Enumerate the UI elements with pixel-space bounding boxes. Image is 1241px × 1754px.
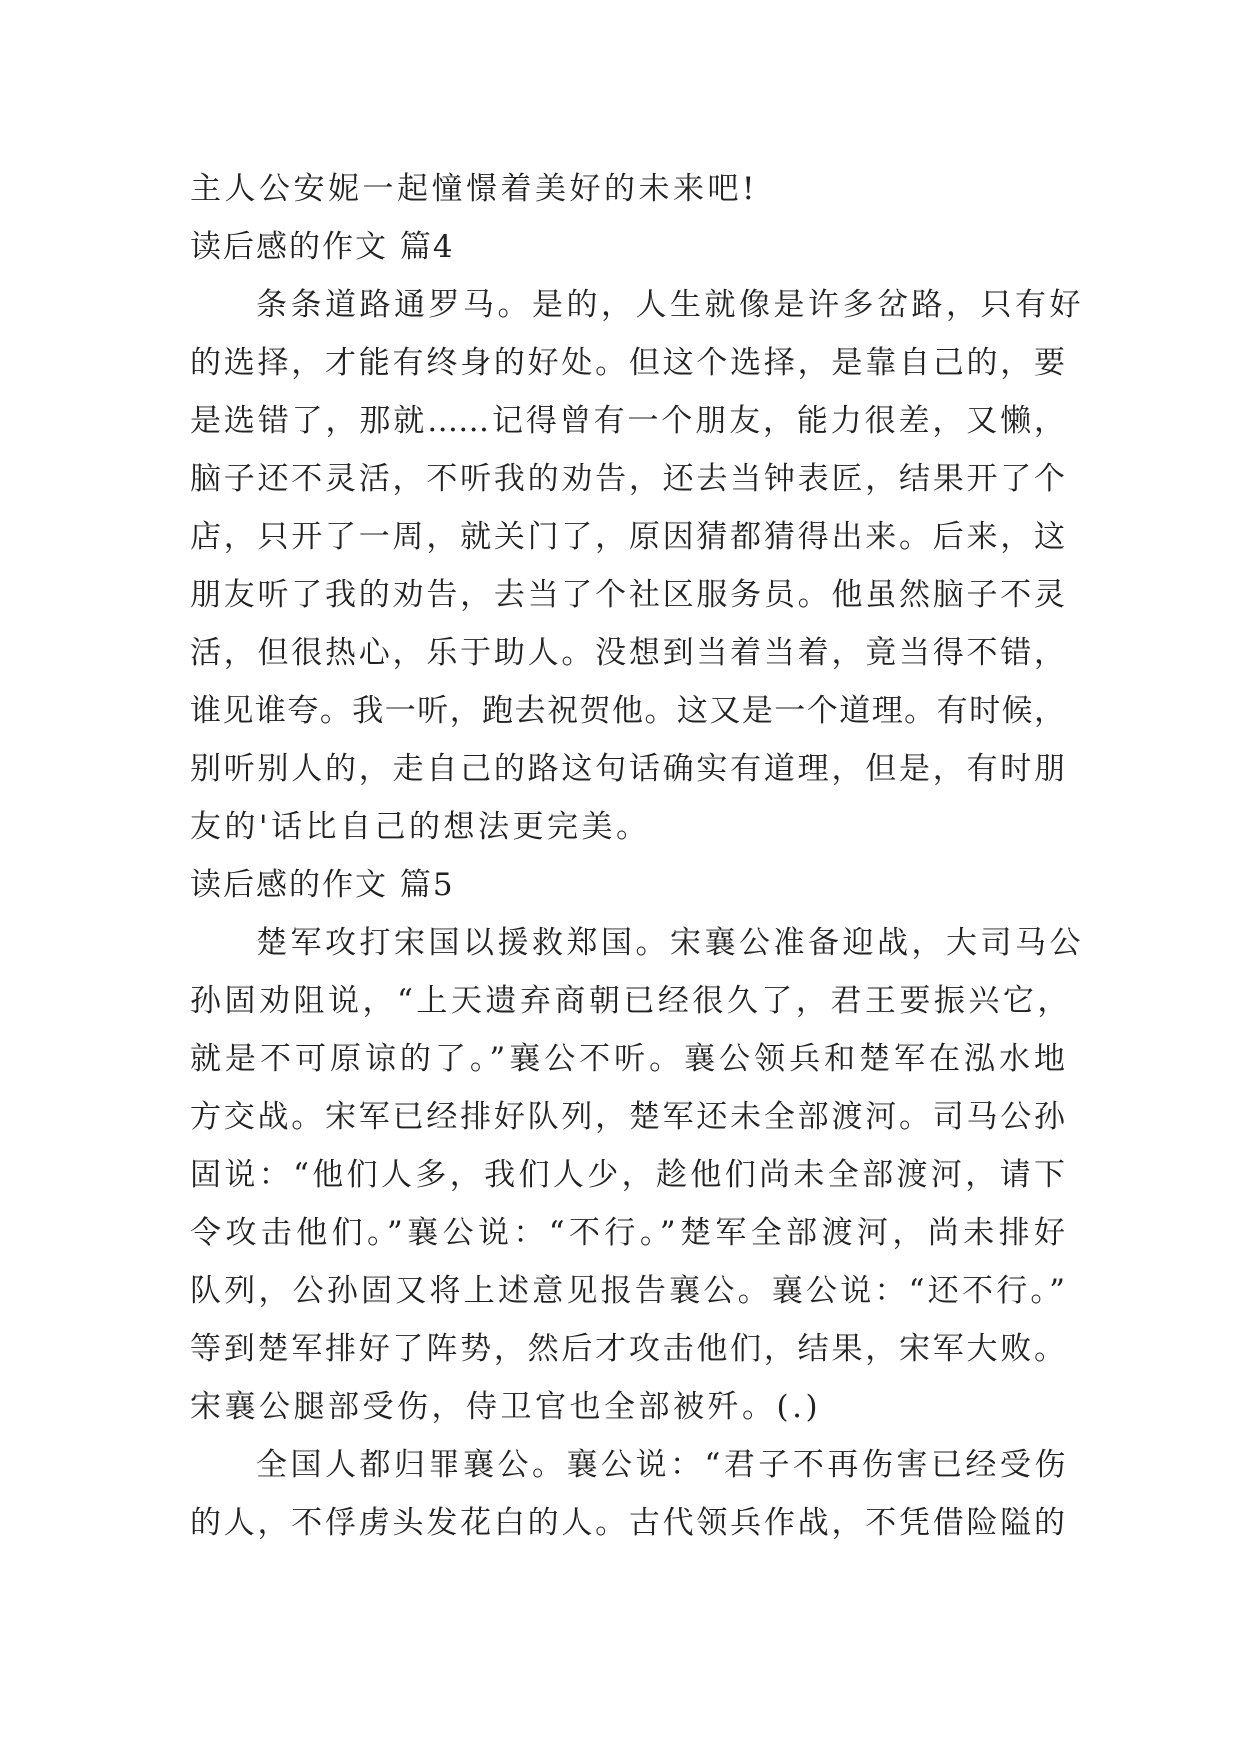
section-heading: 读后感的作文 篇4: [190, 229, 455, 265]
paragraph-line: 固说：“他们人多，我们人少，趁他们尚未全部渡河，请下: [190, 1157, 1065, 1193]
paragraph-line: 宋襄公腿部受伤，侍卫官也全部被歼。(.): [190, 1389, 822, 1425]
paragraph-line: 店，只开了一周，就关门了，原因猜都猜得出来。后来，这: [190, 519, 1065, 555]
paragraph: [190, 276, 1084, 856]
paragraph-line: 全国人都归罪襄公。襄公说：“君子不再伤害已经受伤: [256, 1447, 1069, 1483]
paragraph-line: 令攻击他们。”襄公说：“不行。”楚军全部渡河，尚未排好: [190, 1215, 1065, 1251]
paragraph-line: 友的'话比自己的想法更完美。: [190, 809, 651, 845]
paragraph-line: 活，但很热心，乐于助人。没想到当着当着，竟当得不错，: [190, 635, 1065, 671]
paragraph-line: 队列，公孙固又将上述意见报告襄公。襄公说：“还不行。”: [190, 1273, 1065, 1309]
paragraph-line: 就是不可原谅的了。”襄公不听。襄公领兵和楚军在泓水地: [190, 1041, 1065, 1077]
section-heading: 读后感的作文 篇5: [190, 867, 455, 903]
paragraph-line: 的选择，才能有终身的好处。但这个选择，是靠自己的，要: [190, 345, 1065, 381]
paragraph-line: 谁见谁夸。我一听，跑去祝贺他。这又是一个道理。有时候，: [190, 693, 1065, 729]
paragraph: [190, 1436, 1069, 1552]
paragraph-line: 别听别人的，走自己的路这句话确实有道理，但是，有时朋: [190, 751, 1065, 787]
paragraph: [190, 914, 1084, 1436]
paragraph-line: 方交战。宋军已经排好队列，楚军还未全部渡河。司马公孙: [190, 1099, 1065, 1135]
paragraph-line: 等到楚军排好了阵势，然后才攻击他们，结果，宋军大败。: [190, 1331, 1065, 1367]
paragraph-line: 脑子还不灵活，不听我的劝告，还去当钟表匠，结果开了个: [190, 461, 1065, 497]
paragraph-line: 的人，不俘虏头发花白的人。古代领兵作战，不凭借险隘的: [190, 1505, 1065, 1541]
document-body: [190, 160, 1084, 1552]
paragraph-line: 朋友听了我的劝告，去当了个社区服务员。他虽然脑子不灵: [190, 577, 1065, 613]
paragraph-line: 条条道路通罗马。是的，人生就像是许多岔路，只有好: [256, 287, 1084, 323]
text-line: 主人公安妮一起憧憬着美好的未来吧!: [190, 171, 758, 207]
paragraph-line: 楚军攻打宋国以援救郑国。宋襄公准备迎战，大司马公: [256, 925, 1084, 961]
paragraph-line: 孙固劝阻说，“上天遗弃商朝已经很久了，君王要振兴它，: [190, 983, 1072, 1019]
paragraph-line: 是选错了，那就……记得曾有一个朋友，能力很差，又懒，: [190, 403, 1065, 439]
